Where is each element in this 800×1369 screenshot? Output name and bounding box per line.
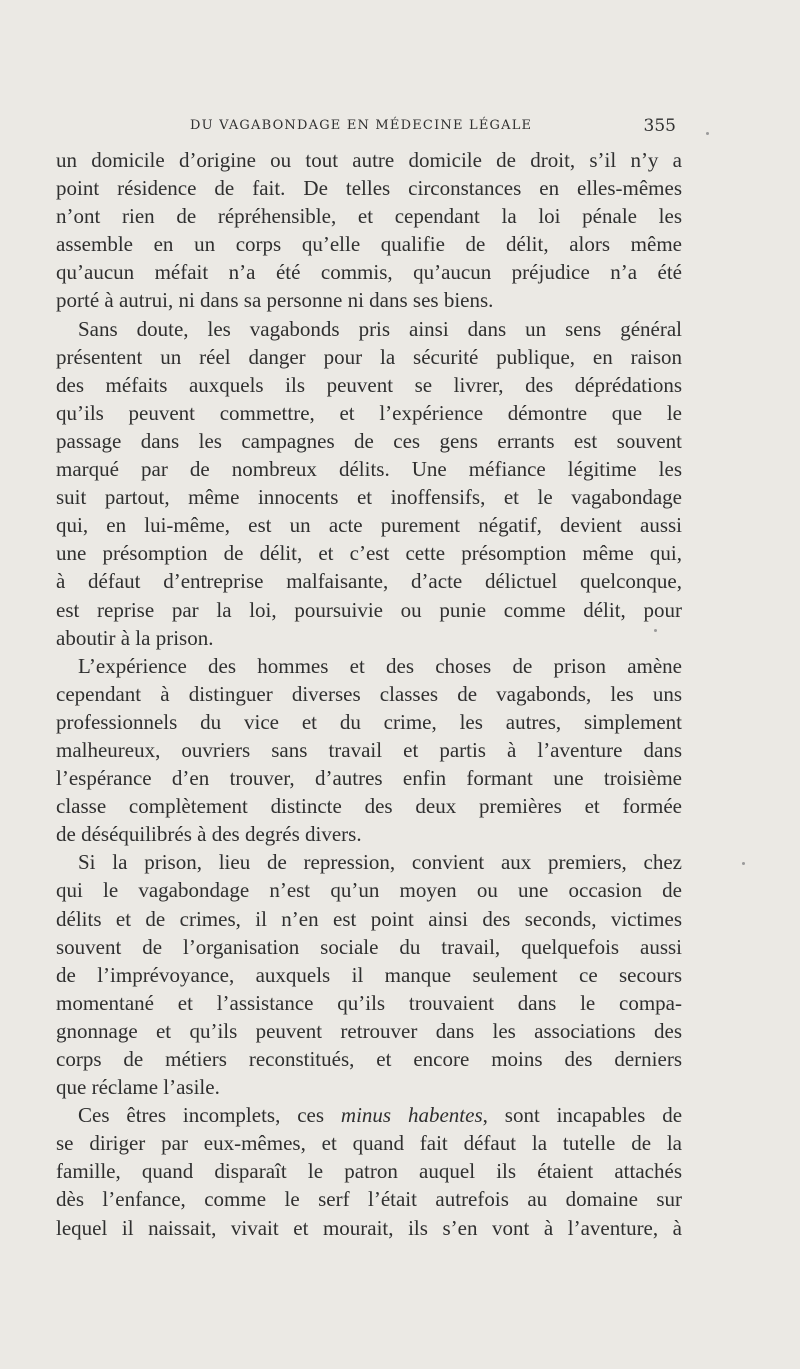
text-line: point résidence de fait. De telles circonstances en elles-mêmes bbox=[56, 176, 682, 201]
paper-speck bbox=[742, 862, 745, 865]
paragraph-3 bbox=[56, 652, 682, 849]
text-line: dès l’enfance, comme le serf l’était autrefois au domaine sur bbox=[56, 1187, 682, 1212]
text-line: présentent un réel danger pour la sécurité publique, en raison bbox=[56, 344, 682, 369]
text-line: malheureux, ouvriers sans travail et partis à l’aventure dans bbox=[56, 737, 682, 762]
text-line: gnonnage et qu’ils peuvent retrouver dans les associations des bbox=[56, 1018, 682, 1043]
paragraph-1 bbox=[56, 146, 682, 315]
text-line: marqué par de nombreux délits. Une méfiance légitime les bbox=[56, 457, 682, 482]
text-line: momentané et l’assistance qu’ils trouvaient dans le compa- bbox=[56, 990, 682, 1015]
text-line: une présomption de délit, et c’est cette présomption même qui, bbox=[56, 541, 682, 566]
body-text bbox=[56, 146, 682, 1242]
text-line: cependant à distinguer diverses classes de vagabonds, les uns bbox=[56, 681, 682, 706]
paragraph-5 bbox=[56, 1101, 682, 1241]
text-line: classe complètement distincte des deux premières et formée bbox=[56, 794, 682, 819]
text-line: porté à autrui, ni dans sa personne ni dans ses biens. bbox=[56, 288, 494, 313]
text-line: des méfaits auxquels ils peuvent se livrer, des déprédations bbox=[56, 372, 682, 397]
text-line: assemble en un corps qu’elle qualifie de délit, alors même bbox=[56, 232, 682, 257]
text-line: lequel il naissait, vivait et mourait, ils s’en vont à l’aventure, à bbox=[56, 1215, 682, 1240]
text-line: famille, quand disparaît le patron auquel ils étaient attachés bbox=[56, 1159, 682, 1184]
text-line: se diriger par eux-mêmes, et quand fait défaut la tutelle de la bbox=[56, 1131, 682, 1156]
text-line: à défaut d’entreprise malfaisante, d’acte délictuel quelconque, bbox=[56, 569, 682, 594]
paragraph-4 bbox=[56, 848, 682, 1101]
text-line: délits et de crimes, il n’en est point ainsi des seconds, victimes bbox=[56, 906, 682, 931]
text-line: corps de métiers reconstitués, et encore moins des derniers bbox=[56, 1047, 682, 1071]
text-line: qui, en lui-même, est un acte purement négatif, devient aussi bbox=[56, 513, 682, 538]
text-span: Ces êtres incomplets, ces bbox=[78, 1103, 341, 1128]
text-line: professionnels du vice et du crime, les autres, simplement bbox=[56, 709, 682, 734]
text-line: L’expérience des hommes et des choses de prison amène bbox=[78, 653, 682, 678]
text-line: passage dans les campagnes de ces gens errants est souvent bbox=[56, 428, 682, 453]
text-line: n’ont rien de répréhensible, et cependant la loi pénale les bbox=[56, 204, 682, 229]
text-line: Si la prison, lieu de repression, convient aux premiers, chez bbox=[78, 850, 682, 875]
text-line: de déséquilibrés à des degrés divers. bbox=[56, 822, 362, 847]
paper-speck bbox=[654, 629, 657, 632]
text-line: de l’imprévoyance, auxquels il manque seulement ce secours bbox=[56, 962, 682, 987]
text-line: aboutir à la prison. bbox=[56, 625, 214, 650]
text-line: suit partout, même innocents et inoffensifs, et le vagabondage bbox=[56, 485, 682, 510]
text-line: un domicile d’origine ou tout autre domicile de droit, s’il n’y a bbox=[56, 148, 682, 172]
text-line: qui le vagabondage n’est qu’un moyen ou une occasion de bbox=[56, 878, 682, 903]
italic-latin-phrase: minus habentes bbox=[340, 1103, 483, 1128]
text-line: souvent de l’organisation sociale du travail, quelquefois aussi bbox=[56, 934, 682, 959]
text-line: qu’aucun méfait n’a été commis, qu’aucun préjudice n’a été bbox=[56, 260, 682, 285]
text-line: que réclame l’asile. bbox=[56, 1075, 220, 1100]
text-line: est reprise par la loi, poursuivie ou punie comme délit, pour bbox=[56, 597, 682, 622]
text-line: l’espérance d’en trouver, d’autres enfin formant une troisième bbox=[56, 766, 682, 791]
text-line-with-italic bbox=[56, 1101, 682, 1129]
running-head bbox=[190, 118, 690, 140]
page-number: 355 bbox=[643, 116, 676, 136]
text-line: qu’ils peuvent commettre, et l’expérience démontre que le bbox=[56, 400, 682, 425]
running-title: DU VAGABONDAGE EN MÉDECINE LÉGALE bbox=[190, 118, 533, 133]
paragraph-2 bbox=[56, 315, 682, 652]
text-span: , sont incapables de bbox=[482, 1103, 683, 1128]
paper-speck bbox=[706, 132, 709, 135]
text-line: Sans doute, les vagabonds pris ainsi dans un sens général bbox=[78, 316, 682, 341]
